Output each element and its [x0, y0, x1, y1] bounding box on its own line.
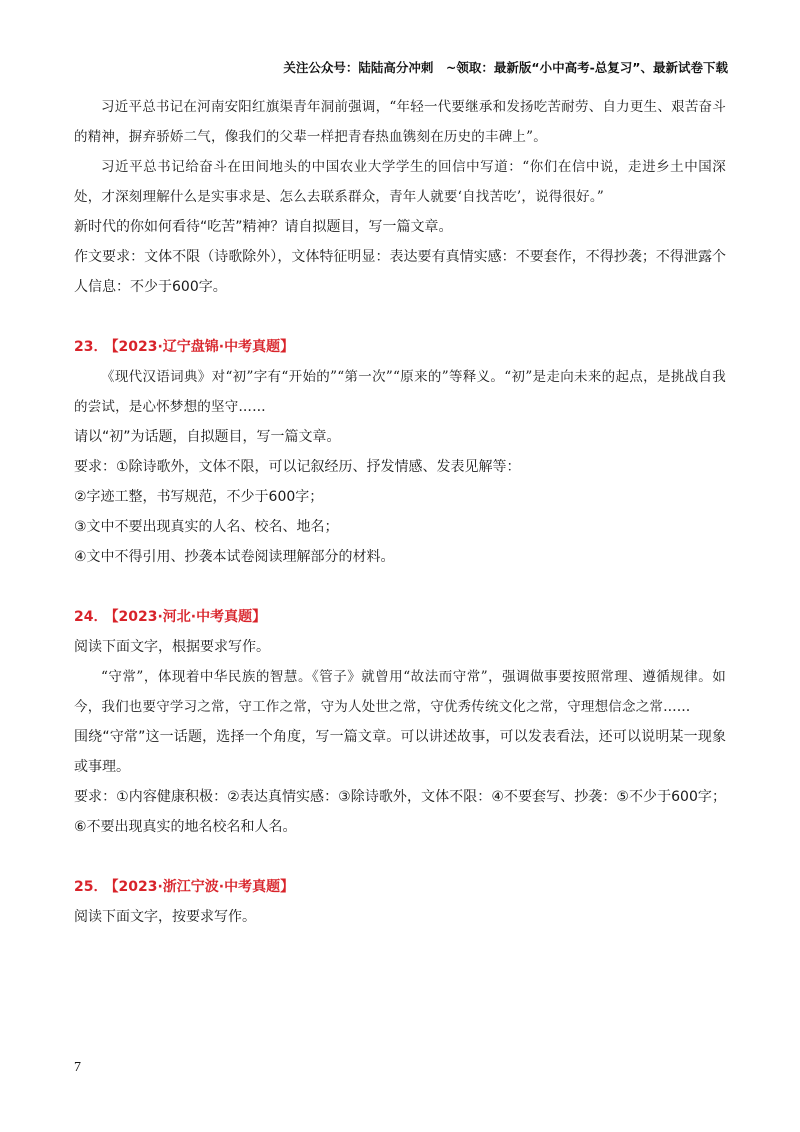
q25-intro: 阅读下面文字，按要求写作。: [74, 909, 256, 925]
q23-requirement-2: ②字迹工整，书写规范，不少于600字；: [74, 489, 324, 505]
q23-number: 23．: [74, 339, 108, 355]
q22-material-2: 习近平总书记给奋斗在田间地头的中国农业大学学生的回信中写道：“你们在信中说，走进乡土中国深处，才深刻理解什么是实事求是、怎么去联系群众，青年人就要‘自找苦吃’，说得很好。”: [74, 159, 726, 205]
q23-source: 【2023·辽宁盘锦·中考真题】: [111, 339, 295, 355]
q24-prompt: 围绕“守常”这一话题，选择一个角度，写一篇文章。可以讲述故事，可以发表看法，还可以说明某一现象或事理。: [74, 729, 726, 775]
q23-requirement-3: ③文中不要出现真实的人名、校名、地名；: [74, 519, 339, 535]
spacer: [74, 572, 726, 602]
page-content: [74, 92, 726, 932]
q23-title: [74, 332, 726, 362]
q24-intro: 阅读下面文字，根据要求写作。: [74, 639, 270, 655]
q23-material: 《现代汉语词典》对“初”字有“开始的”“第一次”“原来的”等释义。“初”是走向未来的起点，是挑战自我的尝试，是心怀梦想的坚守……: [74, 369, 726, 415]
q23-prompt: 请以“初”为话题，自拟题目，写一篇文章。: [74, 429, 341, 445]
q24-material: “守常”，体现着中华民族的智慧。《管子》就曾用“故法而守常”，强调做事要按照常理、遵循规律。如今，我们也要守学习之常，守工作之常，守为人处世之常，守优秀传统文化之常，守理想信念之常……: [74, 669, 726, 715]
q25-number: 25．: [74, 879, 108, 895]
q22-requirements: 作文要求：文体不限（诗歌除外），文体特征明显：表达要有真情实感：不要套作，不得抄袭；不得泄露个人信息：不少于600字。: [74, 249, 726, 295]
spacer: [74, 842, 726, 872]
q22-prompt: 新时代的你如何看待“吃苦”精神？请自拟题目，写一篇文章。: [74, 219, 453, 235]
q24-requirements: 要求：①内容健康积极：②表达真情实感：③除诗歌外，文体不限：④不要套写、抄袭：⑤不少于600字；⑥不要出现真实的地名校名和人名。: [74, 789, 726, 835]
page-header: 关注公众号：陆陆高分冲刺 ~领取：最新版“小中高考-总复习”、最新试卷下载: [283, 60, 728, 75]
q24-source: 【2023·河北·中考真题】: [111, 609, 267, 625]
q23-requirement-1: 要求：①除诗歌外，文体不限，可以记叙经历、抒发情感、发表见解等：: [74, 459, 521, 475]
q24-title: [74, 602, 726, 632]
q24-number: 24．: [74, 609, 108, 625]
q25-title: [74, 872, 726, 902]
page-number: 7: [74, 1060, 81, 1075]
spacer: [74, 302, 726, 332]
q22-material-1: 习近平总书记在河南安阳红旗渠青年洞前强调，“年轻一代要继承和发扬吃苦耐劳、自力更生、艰苦奋斗的精神，摒弃骄娇二气，像我们的父辈一样把青春热血镌刻在历史的丰碑上”。: [74, 99, 726, 145]
q23-requirement-4: ④文中不得引用、抄袭本试卷阅读理解部分的材料。: [74, 549, 395, 565]
q25-source: 【2023·浙江宁波·中考真题】: [111, 879, 295, 895]
